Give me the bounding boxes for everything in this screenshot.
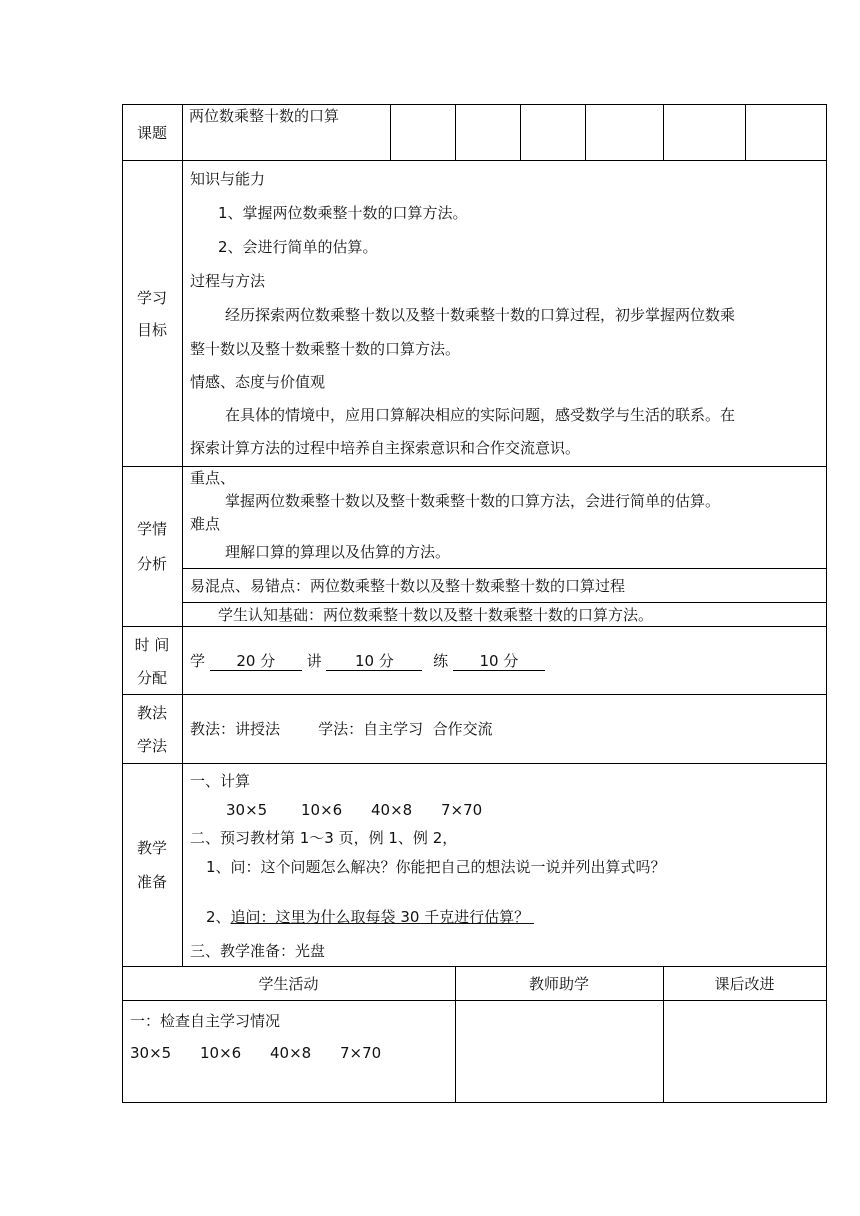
table-border: [122, 626, 827, 627]
process-text: 整十数以及整十数乘整十数的口算方法。: [190, 340, 461, 358]
preparation-label: 准备: [136, 873, 167, 891]
knowledge-heading: 知识与能力: [190, 170, 266, 188]
table-border: [122, 1000, 827, 1001]
table-border: [122, 104, 123, 1103]
activity-item: 10×6: [200, 1044, 242, 1062]
question-1: 1、问：这个问题怎么解决？你能把自己的想法说一说并列出算式吗？: [206, 858, 666, 876]
table-border: [122, 466, 827, 467]
topic-value: 两位数乘整十数的口算: [189, 107, 340, 125]
methods-label: 教法: [136, 704, 167, 722]
emotion-text: 探索计算方法的过程中培养自主探索意识和合作交流意识。: [190, 439, 581, 457]
analysis-label: 学情: [136, 520, 167, 538]
activity-item: 40×8: [270, 1044, 312, 1062]
table-border: [122, 1102, 827, 1103]
confusion-text: 易混点、易错点：两位数乘整十数以及整十数乘整十数的口算过程: [190, 577, 626, 595]
calc-heading: 一、计算: [190, 772, 251, 790]
col-header-after: 课后改进: [714, 975, 775, 993]
time-label: 时 间: [134, 636, 170, 654]
calc-item: 30×5: [226, 801, 268, 819]
learn-label: 学: [190, 652, 206, 670]
objectives-label: 学习: [136, 289, 167, 307]
emotion-heading: 情感、态度与价值观: [190, 373, 326, 391]
question-2: [206, 907, 534, 927]
analysis-label: 分析: [136, 555, 167, 573]
process-heading: 过程与方法: [190, 272, 266, 290]
table-border: [122, 763, 827, 764]
key-point-heading: 重点、: [190, 469, 236, 487]
question-2-prefix: 2、: [206, 908, 231, 926]
materials-text: 三、教学准备：光盘: [190, 942, 326, 960]
methods-text: 教法：讲授法 学法：自主学习 合作交流: [190, 720, 493, 738]
preparation-label: 教学: [136, 839, 167, 857]
practice-value: 10 分: [453, 652, 545, 671]
table-border: [390, 104, 391, 160]
lecture-label: 讲: [306, 652, 322, 670]
knowledge-item: 2、会进行简单的估算。: [218, 238, 378, 256]
methods-label: 学法: [136, 737, 167, 755]
process-text: 经历探索两位数乘整十数以及整十数乘整十数的口算过程，初步掌握两位数乘: [225, 306, 736, 324]
table-border: [182, 602, 827, 603]
cognition-text: 学生认知基础：两位数乘整十数以及整十数乘整十数的口算方法。: [218, 606, 654, 624]
check-heading: 一：检查自主学习情况: [130, 1012, 281, 1030]
table-border: [182, 568, 827, 569]
time-label: 分配: [136, 669, 167, 687]
table-border: [745, 104, 746, 160]
topic-label: 课题: [136, 124, 167, 142]
time-allocation: [190, 651, 545, 671]
table-border: [520, 104, 521, 160]
table-border: [663, 104, 664, 160]
key-point-text: 掌握两位数乘整十数以及整十数乘整十数的口算方法，会进行简单的估算。: [225, 492, 721, 510]
table-border: [122, 966, 827, 967]
knowledge-item: 1、掌握两位数乘整十数的口算方法。: [218, 204, 468, 222]
activity-item: 30×5: [130, 1044, 172, 1062]
difficulty-text: 理解口算的算理以及估算的方法。: [225, 543, 451, 561]
calc-item: 40×8: [371, 801, 413, 819]
emotion-text: 在具体的情境中，应用口算解决相应的实际问题，感受数学与生活的联系。在: [225, 406, 736, 424]
question-2-text: 追问：这里为什么取每袋 30 千克进行估算？: [230, 908, 530, 926]
table-border: [826, 104, 827, 1103]
lecture-value: 10 分: [326, 652, 422, 671]
table-border: [122, 104, 827, 105]
table-border: [122, 160, 827, 161]
difficulty-heading: 难点: [190, 515, 221, 533]
calc-item: 7×70: [441, 801, 483, 819]
table-border: [122, 694, 827, 695]
table-border: [455, 104, 456, 160]
col-header-teacher: 教师助学: [528, 975, 589, 993]
table-border: [585, 104, 586, 160]
col-header-student: 学生活动: [258, 975, 319, 993]
table-border: [182, 104, 183, 966]
activity-item: 7×70: [340, 1044, 382, 1062]
calc-item: 10×6: [301, 801, 343, 819]
objectives-label: 目标: [136, 321, 167, 339]
preview-text: 二、预习教材第 1～3 页，例 1、例 2，: [190, 829, 458, 847]
learn-value: 20 分: [210, 652, 302, 671]
practice-label: 练: [433, 652, 449, 670]
